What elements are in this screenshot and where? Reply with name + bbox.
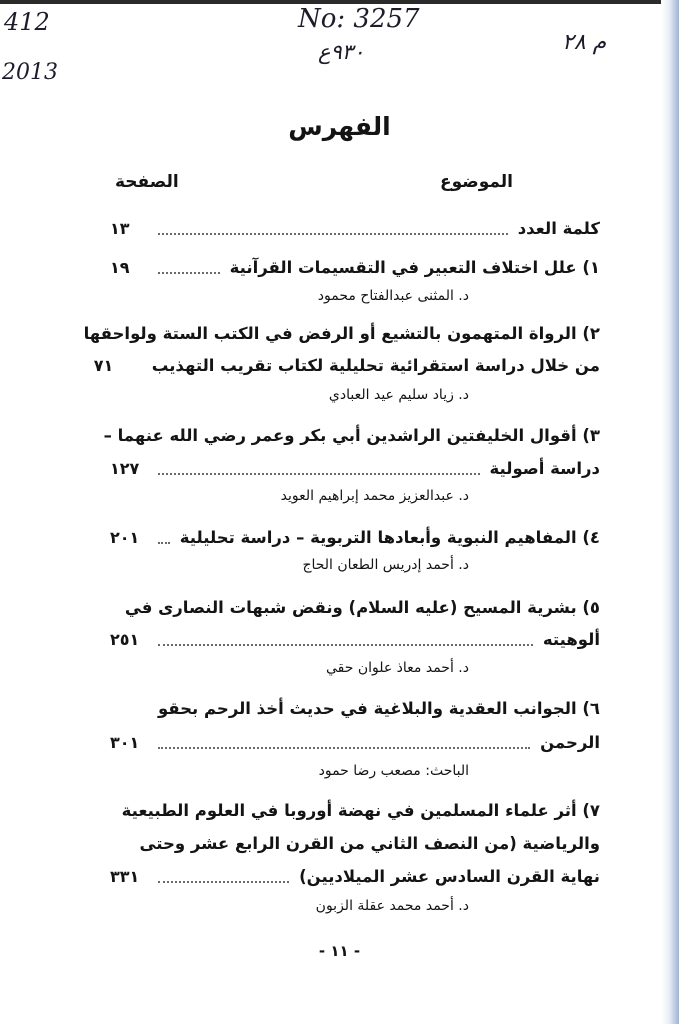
toc-entry-author: د. أحمد محمد عقلة الزبون <box>315 898 469 914</box>
toc-entry-title: ألوهيته <box>542 629 600 649</box>
toc-entry-title: من خلال دراسة استقرائية تحليلية لكتاب تقريب التهذيب <box>151 355 600 375</box>
leader-dots <box>158 272 220 274</box>
toc-entry-author: د. المثنى عبدالفتاح محمود <box>317 288 469 304</box>
page-number-footer: - ١١ - <box>318 942 361 960</box>
leader-dots <box>158 747 530 749</box>
handwritten-class-number: ٩٣٠ع <box>318 40 365 64</box>
toc-entry-line <box>93 350 600 380</box>
toc-entry-title: ٤) المفاهيم النبوية وأبعادها التربوية – دراسة تحليلية <box>179 527 600 547</box>
column-header-page: الصفحة <box>115 172 179 192</box>
toc-entry-title: دراسة أصولية <box>489 458 600 478</box>
toc-entry-title: ٣) أقوال الخليفتين الراشدين أبي بكر وعمر رضي الله عنهما – <box>103 425 600 445</box>
toc-entry-line <box>110 453 600 483</box>
leader-dots <box>158 542 170 544</box>
page-edge-shadow <box>661 0 679 1024</box>
toc-entry-title: كلمة العدد <box>517 218 600 238</box>
column-header-topic: الموضوع <box>440 172 513 192</box>
leader-dots <box>158 644 533 646</box>
toc-entry-line <box>103 420 600 450</box>
toc-entry-line <box>110 624 600 654</box>
handwritten-note-topleft: 412 <box>4 8 50 36</box>
toc-entry-line <box>110 522 600 552</box>
handwritten-note-topright: م ٢٨ <box>562 30 607 55</box>
toc-page-number: ٢٠١ <box>110 527 140 547</box>
toc-entry-line <box>110 795 600 825</box>
toc-entry-author: د. زياد سليم عيد العبادي <box>328 387 469 403</box>
toc-page-number: ١٣ <box>110 218 130 238</box>
toc-page-number: ٣٣١ <box>110 866 140 886</box>
toc-entry-line <box>110 727 600 757</box>
toc-entry-title: ٦) الجوانب العقدية والبلاغية في حديث أخذ الرحم بحقو <box>157 698 600 718</box>
toc-entry-title: الرحمن <box>540 732 600 752</box>
toc-entry-author: الباحث: مصعب رضا حمود <box>318 763 469 779</box>
toc-entry-title: والرياضية (من النصف الثاني من القرن الرابع عشر وحتى <box>139 833 600 853</box>
toc-entry-title: ٥) بشرية المسيح (عليه السلام) ونقض شبهات النصارى في <box>124 597 600 617</box>
toc-entry-author: د. أحمد إدريس الطعان الحاج <box>302 557 469 573</box>
toc-entry-title: ٧) أثر علماء المسلمين في نهضة أوروبا في العلوم الطبيعية <box>121 800 600 820</box>
leader-dots <box>158 881 289 883</box>
toc-entry-line <box>110 252 600 282</box>
leader-dots <box>158 233 508 235</box>
toc-entry-line <box>110 213 600 243</box>
toc-entry-line <box>110 861 600 891</box>
toc-entry-author: د. عبدالعزيز محمد إبراهيم العويد <box>280 488 469 504</box>
handwritten-accession-number: No: 3257 <box>298 4 420 34</box>
toc-entry-author: د. أحمد معاذ علوان حقي <box>325 660 469 676</box>
toc-entry-line <box>83 318 600 348</box>
toc-page-number: ١٩ <box>110 257 130 277</box>
toc-page-number: ١٢٧ <box>110 458 140 478</box>
page-title: الفهرس <box>288 112 391 141</box>
toc-entry-title: ١) علل اختلاف التعبير في التقسيمات القرآنية <box>229 257 600 277</box>
toc-entry-title: ٢) الرواة المتهمون بالتشيع أو الرفض في الكتب الستة ولواحقها <box>83 323 600 343</box>
toc-entry-line <box>110 828 600 858</box>
toc-page-number: ٣٠١ <box>110 732 140 752</box>
toc-entry-line <box>110 592 600 622</box>
toc-entry-line <box>110 693 600 723</box>
toc-entry-title: نهاية القرن السادس عشر الميلاديين) <box>299 866 600 886</box>
leader-dots <box>158 473 480 475</box>
handwritten-year: 2013 <box>2 60 58 85</box>
toc-page-number: ٢٥١ <box>110 629 140 649</box>
toc-page-number: ٧١ <box>93 355 114 375</box>
